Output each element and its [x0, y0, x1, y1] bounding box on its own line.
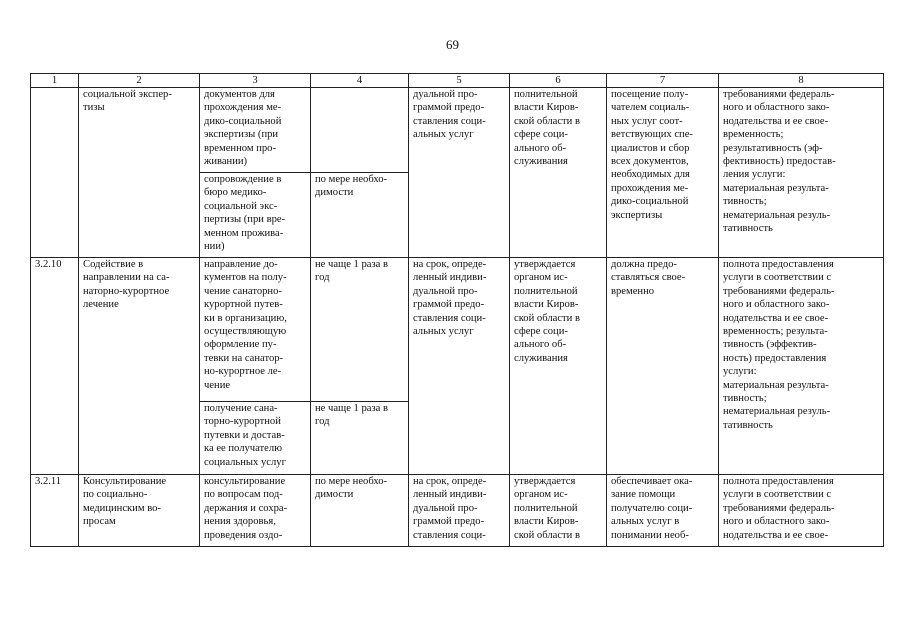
col-header-1: 1	[31, 74, 79, 88]
task-content: документов для прохождения ме- дико-социальной экспертизы (при временном про- живании)	[200, 88, 311, 173]
col-header-2: 2	[79, 74, 200, 88]
col-header-3: 3	[200, 74, 311, 88]
service-conditions: посещение полу- чателем социаль- ных услуг соот- ветствующих спе- циалистов и сбор всех документов, необходимых для прохождения ме- дико-социальной экспертизы	[607, 88, 719, 258]
service-name: Содействие в направлении на са- наторно-курортное лечение	[79, 258, 200, 475]
task-content: направление до- кументов на полу- чение санаторно- курортной путев- ки в организацию, осуществляющую оформление пу- тевки на санатор- но-курортное ле- чение	[200, 258, 311, 402]
service-number: 3.2.10	[31, 258, 79, 475]
service-norm: утверждается органом ис- полнительной власти Киров- ской области в сфере соци- ального об- служивания	[510, 258, 607, 475]
task-period	[311, 88, 409, 173]
service-term: на срок, опреде- ленный индиви- дуальной про- граммой предо- ставления соци-	[409, 475, 510, 547]
col-header-4: 4	[311, 74, 409, 88]
task-period: не чаще 1 раза в год	[311, 258, 409, 402]
page-number: 69	[446, 37, 459, 52]
task-period: по мере необхо- димости	[311, 475, 409, 547]
quality-indicators: требованиями федераль- ного и областного зако- нодательства и ее свое- временность; результативность (эф- фективность) предостав- ления услуги: материальная результа- тивность; нематериальная резуль- тативность	[719, 88, 884, 258]
task-content: получение сана- торно-курортной путевки и достав- ка ее получателю социальных услуг	[200, 402, 311, 475]
quality-indicators: полнота предоставления услуги в соответствии с требованиями федераль- ного и областного зако- нодательства и ее свое-	[719, 475, 884, 547]
service-number	[31, 88, 79, 258]
quality-indicators: полнота предоставления услуги в соответствии с требованиями федераль- ного и областного зако- нодательства и ее свое- временность; результа- тивность (эффектив- ность) предоставления услуги: материальная результа- тивность; нематериальная резуль- тативность	[719, 258, 884, 475]
col-header-6: 6	[510, 74, 607, 88]
service-name: социальной экспер- тизы	[79, 88, 200, 258]
task-content: сопровождение в бюро медико- социальной экс- пертизы (при вре- менном прожива- нии)	[200, 173, 311, 258]
service-norm: утверждается органом ис- полнительной власти Киров- ской области в	[510, 475, 607, 547]
service-norm: полнительной власти Киров- ской области в сфере соци- ального об- служивания	[510, 88, 607, 258]
table-row	[31, 88, 884, 173]
col-header-7: 7	[607, 74, 719, 88]
service-number: 3.2.11	[31, 475, 79, 547]
service-name: Консультирование по социально- медицинским во- просам	[79, 475, 200, 547]
table-row	[31, 475, 884, 547]
services-table	[30, 73, 884, 547]
col-header-8: 8	[719, 74, 884, 88]
col-header-5: 5	[409, 74, 510, 88]
service-term: дуальной про- граммой предо- ставления соци- альных услуг	[409, 88, 510, 258]
column-number-row	[31, 74, 884, 88]
task-content: консультирование по вопросам под- держания и сохра- нения здоровья, проведения оздо-	[200, 475, 311, 547]
table-row	[31, 258, 884, 402]
service-conditions: должна предо- ставляться свое- временно	[607, 258, 719, 475]
service-conditions: обеспечивает ока- зание помощи получателю соци- альных услуг в понимании необ-	[607, 475, 719, 547]
task-period: по мере необхо- димости	[311, 173, 409, 258]
service-term: на срок, опреде- ленный индиви- дуальной про- граммой предо- ставления соци- альных услуг	[409, 258, 510, 475]
task-period: не чаще 1 раза в год	[311, 402, 409, 475]
